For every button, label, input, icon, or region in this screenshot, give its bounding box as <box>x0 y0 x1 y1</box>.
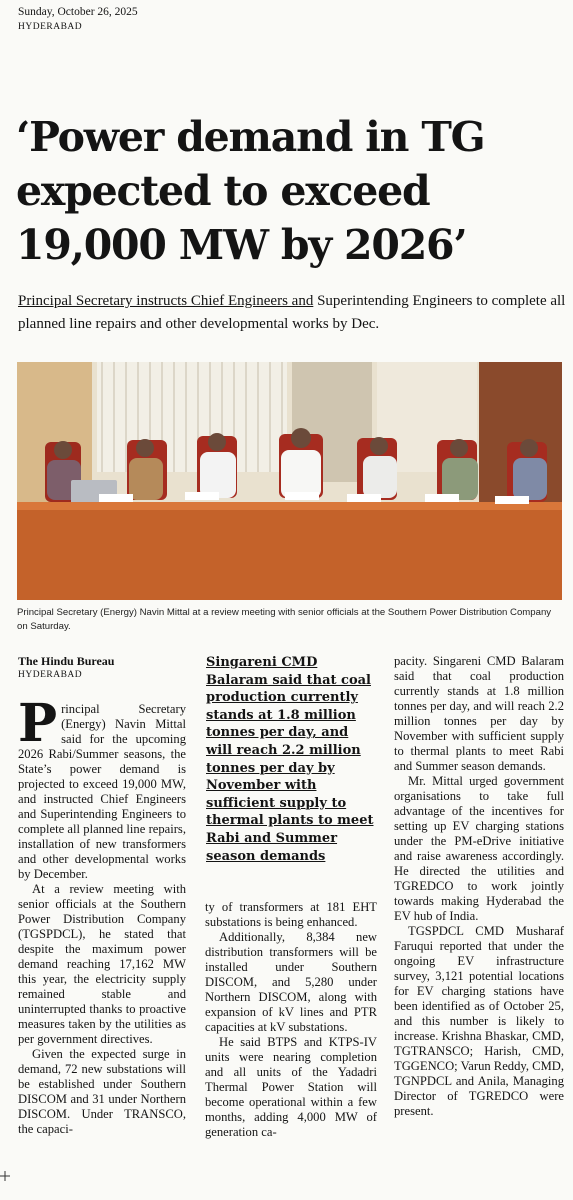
crop-mark-icon <box>0 1171 10 1181</box>
article-column-2 <box>205 900 377 1140</box>
article-paragraph: At a review meeting with senior officials at the Southern Power Distribution Company (TGSPDCL), he stated that despite the maximum power demand reaching 17,162 MW this year, the electricity supply remained stable and uninterrupted thanks to proactive measures taken by the utilities as per government directives. <box>18 882 186 1046</box>
publication-date: Sunday, October 26, 2025 <box>18 6 138 18</box>
headline-line-3: 19,000 MW by 2026’ <box>16 221 467 269</box>
byline-author: The Hindu Bureau <box>18 654 115 668</box>
deck-underlined: Principal Secretary instructs Chief Engineers and <box>18 293 314 309</box>
article-column-1 <box>18 693 186 1137</box>
article-paragraph: TGSPDCL CMD Musharaf Faruqui reported that under the ongoing EV infrastructure survey, 3,121 potential locations for EV charging stations have been identified as of October 25, and this number is likely to increase. Krishna Bhaskar, CMD, TGTRANSCO; Harish, CMD, TGGENCO; Varun Reddy, CMD, TGNPDCL and Anila, Managing Director of TGREDCO were present. <box>394 924 565 1118</box>
article-paragraph: Given the expected surge in demand, 72 new substations will be established under Southern DISCOM and 31 under Northern DISCOM. Under TRANSCO, the capaci- <box>18 1047 186 1136</box>
article-paragraph: ty of transformers at 181 EHT substations is being enhanced. <box>205 900 377 929</box>
headline-line-2: expected to exceed <box>16 167 430 215</box>
photo-caption: Principal Secretary (Energy) Navin Mittal at a review meeting with senior officials at the Southern Power Distribution Company on Saturday. <box>17 607 552 632</box>
edition-label: HYDERABAD <box>18 22 83 32</box>
headline <box>16 110 566 272</box>
article-column-3 <box>394 654 564 1119</box>
byline-city: HYDERABAD <box>18 670 83 680</box>
meeting-photo-illustration <box>17 362 562 600</box>
drop-cap: P <box>18 693 58 754</box>
deck-subheadline <box>18 290 568 336</box>
article-paragraph: Additionally, 8,384 new distribution transformers will be installed under Southern DISCOM, and 5,280 under Northern DISCOM, along with expansion of kV lines and PTR capacities at kV substations. <box>205 930 377 1034</box>
pull-quote: Singareni CMD Balaram said that coal production currently stands at 1.8 million tonnes per day, and will reach 2.2 million tonnes per day by November with sufficient supply to thermal plants to meet Rabi and Summer season demands <box>206 655 374 864</box>
headline-line-1: ‘Power demand in TG <box>16 113 485 161</box>
article-paragraph: Mr. Mittal urged government organisations to take full advantage of the incentives for setting up EV charging stations under the PM-eDrive initiative and raise awareness accordingly. He directed the utilities and TGREDCO to work jointly towards making Hyderabad the EV hub of India. <box>394 774 564 923</box>
deck-rest: Superintending Engineers to complete all planned line repairs and other developmental works by Dec. <box>18 293 566 332</box>
article-paragraph: rincipal Secretary (Energy) Navin Mittal said for the upcoming 2026 Rabi/Summer seasons, the State’s power demand is projected to exceed 19,000 MW, and instructed Chief Engineers and Superintending Engineers to complete all planned line repairs, installation of new transformers and other developmental works by December. <box>18 702 186 881</box>
article-paragraph: pacity. Singareni CMD Balaram said that coal production currently stands at 1.8 million tonnes per day, and will reach 2.2 million tonnes per day by November with sufficient supply to thermal plants to meet Rabi and Summer season demands. <box>394 654 564 773</box>
meeting-photo <box>17 362 562 600</box>
article-paragraph: He said BTPS and KTPS-IV units were nearing completion and all units of the Yadadri Thermal Power Station will become operational within a few months, adding 4,000 MW of generation ca- <box>205 1035 377 1139</box>
